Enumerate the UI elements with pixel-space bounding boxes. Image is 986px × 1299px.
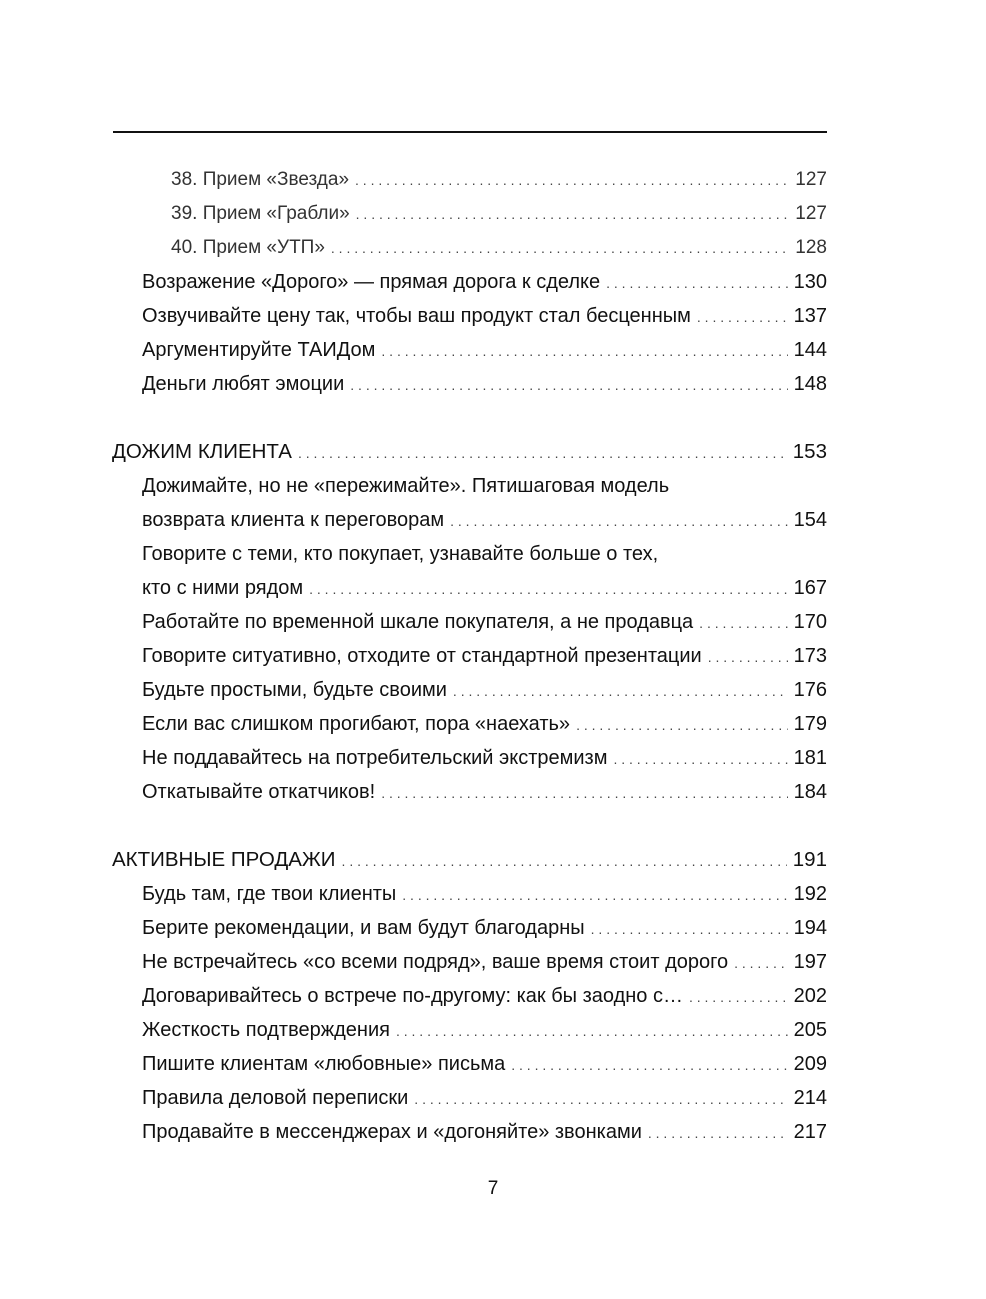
leader-dots (697, 300, 788, 334)
toc-entry (0, 877, 986, 911)
leader-dots (342, 844, 787, 878)
toc-entry-title: Возражение «Дорого» — прямая дорога к сделке (142, 271, 601, 293)
toc-entry (0, 163, 986, 197)
toc-entry (0, 911, 986, 945)
leader-dots (606, 266, 788, 300)
toc-entry-title: Дожимайте, но не «пережимайте». Пятишаговая модель (142, 475, 670, 497)
toc-entry-page: 130 (793, 271, 827, 293)
leader-dots (450, 504, 788, 538)
toc-entry (0, 1047, 986, 1081)
toc-entry (0, 265, 986, 299)
toc-entry-title: кто с ними рядом (142, 577, 304, 599)
toc-entry (0, 979, 986, 1013)
toc-entry-title: Будь там, где твои клиенты (142, 883, 397, 905)
toc-entry-page: 153 (792, 440, 827, 463)
toc-entry-title: Правила деловой переписки (142, 1087, 409, 1109)
toc-entry (0, 1115, 986, 1149)
toc-entry-title: Работайте по временной шкале покупателя, а не продавца (142, 611, 694, 633)
toc-entry-page: 167 (793, 577, 827, 599)
toc-entry (0, 775, 986, 809)
toc-entry-title: Продавайте в мессенджерах и «догоняйте» звонками (142, 1121, 642, 1143)
toc-entry-page: 184 (793, 781, 827, 803)
leader-dots (511, 1048, 787, 1082)
leader-dots (576, 708, 788, 742)
page-number: 7 (487, 1178, 499, 1199)
toc-section-heading (0, 843, 986, 877)
toc-entry-title: Договаривайтесь о встрече по-другому: как бы заодно с… (142, 985, 683, 1007)
toc-entry-page: 127 (795, 169, 827, 190)
toc-entry-title: Говорите ситуативно, отходите от стандартной презентации (142, 645, 702, 667)
toc-entry-title: Берите рекомендации, и вам будут благодарны (142, 917, 585, 939)
toc-entry-title: 38. Прием «Звезда» (171, 169, 350, 190)
toc-entry-page: 127 (795, 203, 827, 224)
leader-dots (734, 946, 788, 980)
toc-entry (0, 1013, 986, 1047)
toc-entry-title: возврата клиента к переговорам (142, 509, 445, 531)
toc-entry-page: 209 (793, 1053, 827, 1075)
leader-dots (309, 572, 788, 606)
toc-entry-title: Аргументируйте ТАИДом (142, 339, 376, 361)
toc-entry-page: 154 (793, 509, 827, 531)
leader-dots (591, 912, 788, 946)
toc-entry-page: 197 (793, 951, 827, 973)
toc-entry-first-line (0, 469, 986, 503)
toc-entry-title: 39. Прием «Грабли» (171, 203, 350, 224)
toc-entry-page: 202 (793, 985, 827, 1007)
toc-entry (0, 945, 986, 979)
toc-entry-page: 173 (793, 645, 827, 667)
toc-entry-title: Говорите с теми, кто покупает, узнавайте больше о тех, (142, 543, 659, 565)
leader-dots (699, 606, 787, 640)
toc-entry-page: 137 (793, 305, 827, 327)
leader-dots (648, 1116, 788, 1150)
toc-entry (0, 571, 986, 605)
toc-entry-first-line (0, 537, 986, 571)
toc-entry (0, 367, 986, 401)
leader-dots (331, 231, 789, 265)
toc-entry (0, 299, 986, 333)
toc-section-heading (0, 435, 986, 469)
toc-entry (0, 231, 986, 265)
toc-section-title: ДОЖИМ КЛИЕНТА (112, 440, 292, 463)
toc-entry-page: 194 (793, 917, 827, 939)
leader-dots (402, 878, 787, 912)
toc-entry (0, 333, 986, 367)
toc-entry (0, 1081, 986, 1115)
leader-dots (708, 640, 788, 674)
toc-entry-title: Откатывайте откатчиков! (142, 781, 376, 803)
toc-entry-page: 176 (793, 679, 827, 701)
leader-dots (381, 334, 787, 368)
toc-entry (0, 197, 986, 231)
toc-entry (0, 639, 986, 673)
toc-entry (0, 741, 986, 775)
toc-entry-page: 148 (793, 373, 827, 395)
leader-dots (298, 436, 787, 470)
toc-entry-page: 191 (792, 848, 827, 871)
leader-dots (350, 368, 787, 402)
leader-dots (453, 674, 788, 708)
toc-entry (0, 673, 986, 707)
toc-entry-page: 128 (795, 237, 827, 258)
toc-section-title: АКТИВНЫЕ ПРОДАЖИ (112, 848, 336, 871)
leader-dots (355, 163, 789, 197)
leader-dots (613, 742, 787, 776)
toc-entry-page: 192 (793, 883, 827, 905)
toc-entry-page: 214 (793, 1087, 827, 1109)
toc-entry-title: 40. Прием «УТП» (171, 237, 325, 258)
leader-dots (396, 1014, 788, 1048)
leader-dots (356, 197, 790, 231)
toc-entry-title: Не встречайтесь «со всеми подряд», ваше время стоит дорого (142, 951, 729, 973)
toc-entry (0, 605, 986, 639)
toc-entry-title: Озвучивайте цену так, чтобы ваш продукт стал бесценным (142, 305, 691, 327)
toc-entry-title: Пишите клиентам «любовные» письма (142, 1053, 506, 1075)
toc-entry-title: Не поддавайтесь на потребительский экстремизм (142, 747, 608, 769)
toc-entry (0, 707, 986, 741)
toc-entry-page: 170 (793, 611, 827, 633)
toc-entry-title: Жесткость подтверждения (142, 1019, 390, 1041)
toc-entry-page: 144 (793, 339, 827, 361)
toc-entry-page: 181 (793, 747, 827, 769)
toc-entry-title: Если вас слишком прогибают, пора «наехать» (142, 713, 571, 735)
toc-entry-title: Будьте простыми, будьте своими (142, 679, 447, 701)
leader-dots (381, 776, 787, 810)
toc-entry-page: 217 (793, 1121, 827, 1143)
header-rule (113, 131, 827, 133)
table-of-contents (0, 163, 986, 1149)
toc-entry-title: Деньги любят эмоции (142, 373, 345, 395)
toc-entry-page: 205 (793, 1019, 827, 1041)
toc-entry-page: 179 (793, 713, 827, 735)
leader-dots (689, 980, 788, 1014)
toc-entry (0, 503, 986, 537)
leader-dots (414, 1082, 787, 1116)
